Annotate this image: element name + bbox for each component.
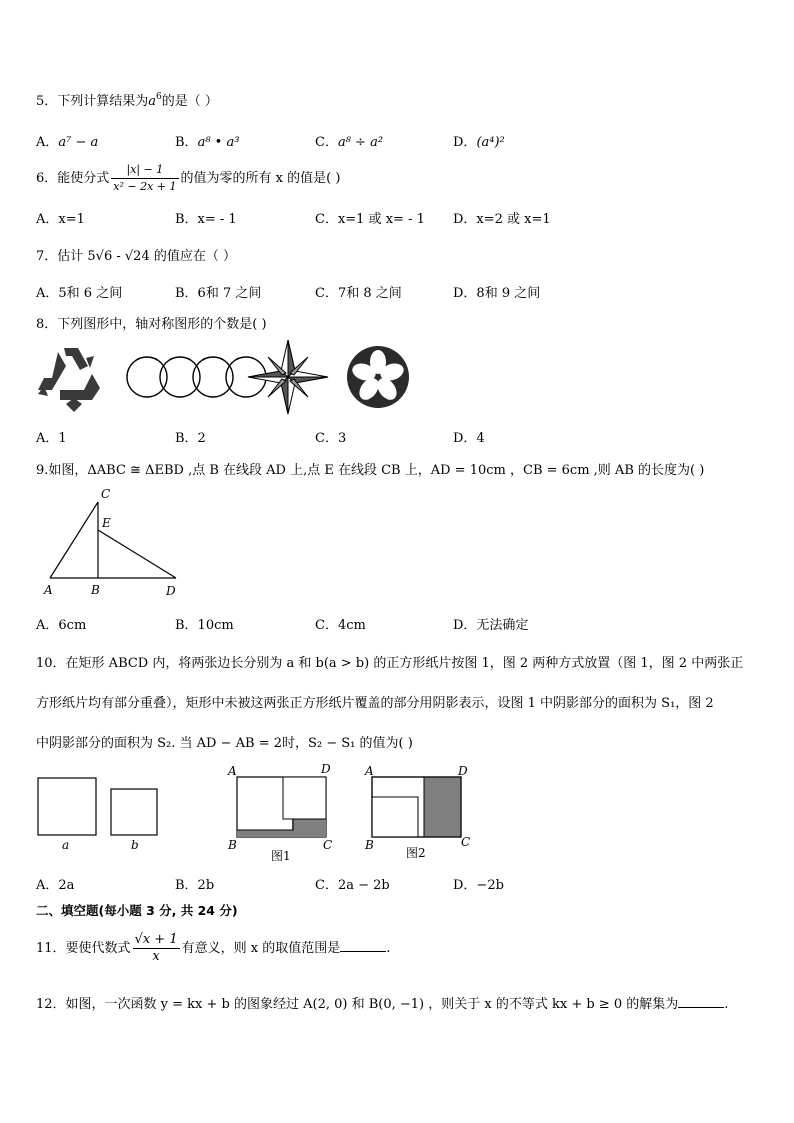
- q6-fraction: $\frac{|x| - 1}{\text{x² − 2x + 1}}$: [113, 163, 177, 193]
- q10-option-a[interactable]: A．2a: [36, 878, 75, 893]
- q10-figures: [30, 760, 480, 868]
- square-a: [38, 778, 96, 835]
- q10-option-c[interactable]: C．2a − 2b: [315, 878, 390, 893]
- q7-options: [36, 282, 756, 300]
- fig2-label-d: D: [458, 764, 468, 778]
- q5-option-a[interactable]: A．a⁷ − a: [36, 135, 99, 150]
- label-c: C: [101, 487, 111, 501]
- q11-stem: 11．要使代数式 $\frac{√x + 1}{x}$ 有意义，则 x 的取值范围是 .: [36, 932, 391, 964]
- q9-option-b[interactable]: B．10cm: [175, 618, 234, 633]
- fig2-caption: 图2: [406, 846, 426, 860]
- q10-option-b[interactable]: B．2b: [175, 878, 215, 893]
- square-b: [111, 789, 157, 835]
- q7-option-b[interactable]: B．6和 7 之间: [175, 286, 262, 301]
- q7-stem: 7．估计 5√6 - √24 的值应在（ ）: [36, 249, 236, 264]
- fig1-label-d: D: [321, 762, 331, 776]
- q7-option-a[interactable]: A．5和 6 之间: [36, 286, 123, 301]
- label-a: A: [44, 583, 53, 597]
- figure-2: [364, 764, 470, 860]
- recycle-figure: [38, 348, 100, 412]
- q6-stem: 6．能使分式 $\frac{|x| - 1}{\text{x² − 2x + 1}}$ 的值为零的所有 x 的值是( ): [36, 163, 341, 193]
- q7-option-d[interactable]: D．8和 9 之间: [453, 286, 541, 301]
- q11-answer-blank[interactable]: [340, 939, 386, 952]
- q5-option-c[interactable]: C．a⁸ ÷ a²: [315, 135, 384, 150]
- fig1-label-c: C: [323, 838, 333, 852]
- q5-options: [36, 131, 756, 149]
- q5-stem: 5．下列计算结果为$a^6$的是（ ）: [36, 92, 218, 109]
- q8-figures: [30, 338, 420, 416]
- q5-option-d[interactable]: D．(a⁴)²: [453, 135, 505, 150]
- fig1-caption: 图1: [271, 849, 291, 863]
- segment-ed: [98, 530, 176, 578]
- label-b: B: [91, 583, 100, 597]
- q9-option-d[interactable]: D．无法确定: [453, 618, 529, 633]
- q10-line-3: 中阴影部分的面积为 S₂. 当 AD − AB = 2时，S₂ − S₁ 的值为( ): [36, 736, 413, 751]
- q8-option-d[interactable]: D．4: [453, 431, 485, 446]
- fig2-label-b: B: [365, 838, 374, 852]
- figure-1: [227, 762, 332, 863]
- q8-options: [36, 427, 756, 445]
- q9-options: [36, 614, 756, 632]
- q8-option-b[interactable]: B．2: [175, 431, 206, 446]
- q6-options: [36, 208, 756, 226]
- segment-ac: [50, 502, 98, 578]
- olympic-rings-figure: [127, 357, 266, 397]
- q6-option-a[interactable]: A．x=1: [36, 212, 85, 227]
- q8-option-c[interactable]: C．3: [315, 431, 347, 446]
- q9-triangle-figure: [38, 484, 188, 600]
- q6-option-d[interactable]: D．x=2 或 x=1: [453, 212, 551, 227]
- q9-option-a[interactable]: A．6cm: [36, 618, 87, 633]
- q12-stem: 12．如图，一次函数 y = kx + b 的图象经过 A(2, 0) 和 B(0, −1) ，则关于 x 的不等式 kx + b ≥ 0 的解集为 .: [36, 997, 729, 1012]
- q8-stem: 8．下列图形中，轴对称图形的个数是( ): [36, 317, 267, 332]
- q6-option-b[interactable]: B．x= - 1: [175, 212, 237, 227]
- q10-line-2: 方形纸片均有部分重叠），矩形中未被这两张正方形纸片覆盖的部分用阴影表示，设图 1 中阴影部分的面积为 S₁，图 2: [36, 696, 714, 711]
- label-d: D: [166, 584, 176, 598]
- fig2-label-c: C: [461, 835, 471, 849]
- q9-option-c[interactable]: C．4cm: [315, 618, 366, 633]
- label-e: E: [102, 516, 111, 530]
- q12-answer-blank[interactable]: [678, 995, 724, 1008]
- q10-option-d[interactable]: D．−2b: [453, 878, 504, 893]
- q11-fraction: $\frac{√x + 1}{x}$: [134, 932, 178, 964]
- flower-emblem-figure: [347, 346, 409, 408]
- section-2-heading: 二、填空题(每小题 3 分, 共 24 分): [36, 903, 238, 918]
- fig2-label-a: A: [365, 764, 374, 778]
- q10-options: [36, 874, 756, 892]
- label-square-b: b: [131, 838, 139, 852]
- fig1-label-b: B: [228, 838, 237, 852]
- label-square-a: a: [62, 838, 70, 852]
- q8-option-a[interactable]: A．1: [36, 431, 67, 446]
- star-figure: [248, 340, 328, 414]
- q6-option-c[interactable]: C．x=1 或 x= - 1: [315, 212, 425, 227]
- fig1-label-a: A: [228, 764, 237, 778]
- q10-line-1: 10．在矩形 ABCD 内，将两张边长分别为 a 和 b(a > b) 的正方形纸片按图 1，图 2 两种方式放置（图 1，图 2 中两张正: [36, 656, 744, 671]
- q9-stem: 9.如图，ΔABC ≅ ΔEBD ,点 B 在线段 AD 上,点 E 在线段 CB 上，AD = 10cm ，CB = 6cm ,则 AB 的长度为( ): [36, 463, 705, 478]
- q7-option-c[interactable]: C．7和 8 之间: [315, 286, 402, 301]
- q5-option-b[interactable]: B．a⁸ • a³: [175, 135, 240, 150]
